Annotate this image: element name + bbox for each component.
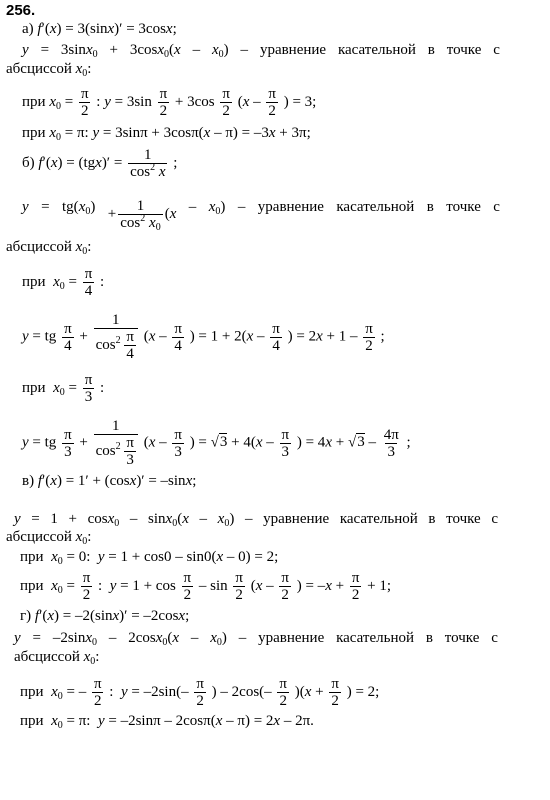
part-g-derivative: г) f′(x) = –2(sinx)′ = –2cosx; — [20, 608, 190, 624]
part-g-tangent-general: y = –2sinx$_0$ – 2cosx$_0$(x – $x_0$) – уравнение касательной в точке с — [14, 630, 498, 648]
part-b-abscissa: абсциссой $x_0$: — [6, 239, 92, 257]
problem-number: 256. — [6, 2, 36, 19]
part-a-case-pi2: при $x_0$ = $\frac{\pi}{2}$ : y = 3sin $\frac{\pi}{2}$ + 3cos $\frac{\pi}{2}$ (x – $\frac{\pi}{2}$ ) = 3; — [22, 86, 317, 119]
part-a-tangent-general: y = 3sinx$_0$ + 3cosx$_0$(x – $x_0$) – уравнение касательной в точке с — [22, 42, 500, 60]
part-g-abscissa: абсциссой $x_0$: — [14, 649, 100, 667]
part-b-case-pi3-label: при $x_0$ = $\frac{\pi}{3}$ : — [22, 372, 105, 405]
part-v-case-0: при $x_0 = 0$: y = 1 + cos0 – sin0(x – 0) = 2; — [20, 549, 279, 567]
part-a-abscissa: абсциссой $x_0$: — [6, 61, 92, 79]
part-b-case-pi4: y = tg $\frac{\pi}{4}$ + 1 $\cos^2$ $\frac{\pi}{4}$ (x – $\frac{\pi}{4}$ ) = 1 + 2(x – $\frac{\pi}{4}$ ) = 2x + 1 – $\frac{\pi}{2}$ ; — [22, 312, 385, 362]
part-v-case-pi2: при $x_0$ = $\frac{\pi}{2}$ : y = 1 + cos $\frac{\pi}{2}$ – sin $\frac{\pi}{2}$ (x – $\frac{\pi}{2}$ ) = –x + $\frac{\pi}{2}$ + 1; — [20, 570, 392, 603]
part-b-case-pi4-label: при $x_0$ = $\frac{\pi}{4}$ : — [22, 266, 105, 299]
part-v-derivative: в) f′(x) = 1′ + (cosx)′ = –sinx; — [22, 473, 197, 489]
part-b-tangent-general: y = $tg(x_0)$ + $\frac{1}{\cos^2 x_0}$ (x – $x_0$) – уравнение касательной в точке с — [22, 198, 500, 233]
part-b-case-pi3: y = tg $\frac{\pi}{3}$ + 1 $\cos^2$ $\frac{\pi}{3}$ (x – $\frac{\pi}{3}$ ) = √3 + 4(x – $\frac{\pi}{3}$ ) = 4x + √3 – $\frac{4\pi}{3}$ ; — [22, 418, 411, 468]
part-v-tangent-general: y = 1 + cosx$_0$ – sinx$_0$(x – $x_0$) – уравнение касательной в точке с — [14, 511, 498, 529]
part-v-abscissa: абсциссой $x_0$: — [6, 529, 92, 547]
part-a-case-pi: при $x_0 = \pi$: y = 3sinπ + 3cosπ(x – π) = –3x + 3π; — [22, 125, 311, 143]
part-g-case-minus-pi2: при $x_0$ = – $\frac{\pi}{2}$ : y = –2sin(– $\frac{\pi}{2}$ ) – 2cos(– $\frac{\pi}{2}$ )(x + $\frac{\pi}{2}$ ) = 2; — [20, 676, 380, 709]
part-a-derivative: а) f′(x) = 3(sinx)′ = 3cosx; — [22, 21, 177, 37]
part-g-case-pi: при $x_0 = \pi$: y = –2sinπ – 2cosπ(x – π) = 2x – 2π. — [20, 713, 314, 731]
part-b-derivative: б) f′(x) = (tgx)′ = $\frac{1}{\cos^2 x}$ ; — [22, 147, 178, 180]
